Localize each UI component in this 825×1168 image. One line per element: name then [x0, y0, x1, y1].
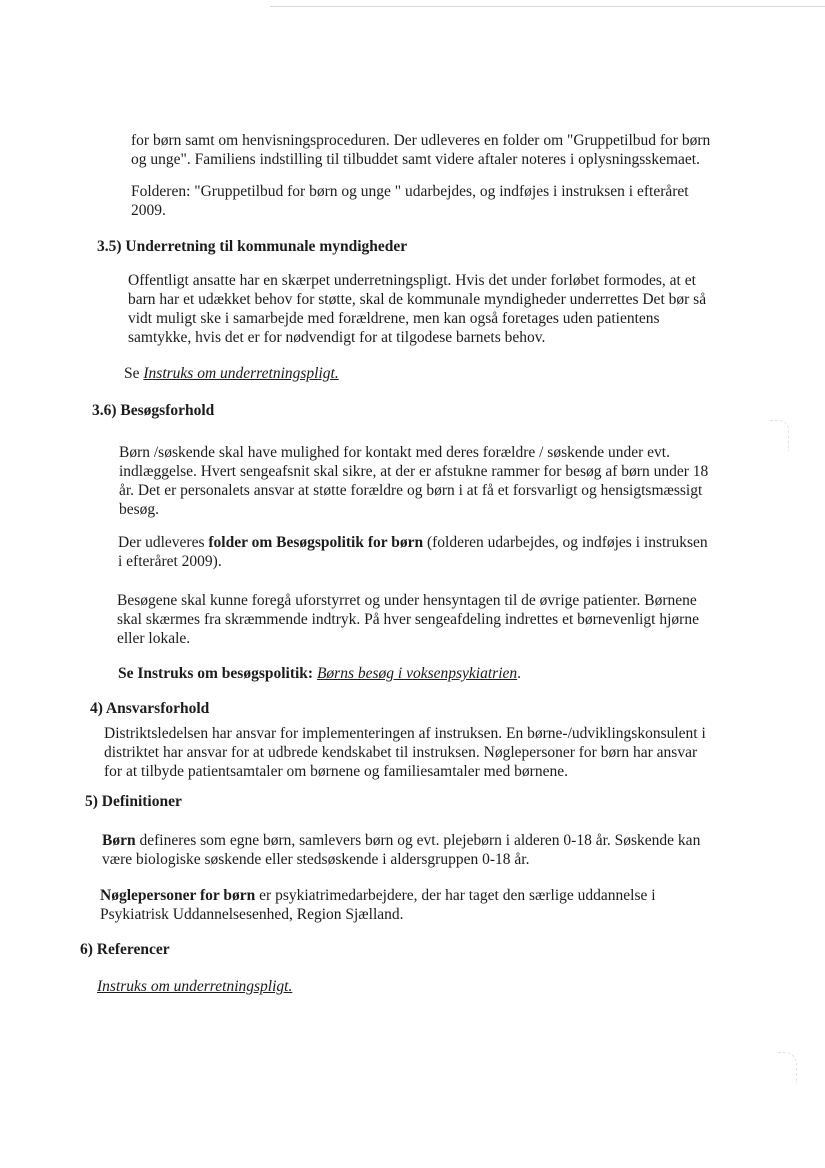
- paragraph-line: eller lokale.: [117, 630, 191, 647]
- paragraph-line: vidt muligt ske i samarbejde med forældrene, men kan også foretages uden patientens: [128, 310, 660, 327]
- paragraph-line: [118, 533, 708, 552]
- section-heading-4: 4) Ansvarsforhold: [90, 700, 210, 717]
- text-span: er psykiatrimedarbejdere, der har taget den særlige uddannelse i: [255, 887, 656, 904]
- see-reference: [118, 664, 521, 683]
- paragraph-line: Psykiatrisk Uddannelsesenhed, Region Sjælland.: [100, 906, 404, 923]
- bold-text: Børn: [102, 832, 136, 849]
- paragraph-line: i efteråret 2009).: [118, 553, 222, 570]
- reference-link[interactable]: Instruks om underretningspligt.: [143, 365, 339, 382]
- folder-note-line: Folderen: "Gruppetilbud for børn og unge " udarbejdes, og indføjes i instruksen i efteråret: [131, 183, 689, 200]
- section-heading-3-5: 3.5) Underretning til kommunale myndigheder: [97, 238, 408, 255]
- bold-text: folder om Besøgspolitik for børn: [208, 534, 424, 551]
- text-span: (folderen udarbejdes, og indføjes i instruksen: [423, 534, 708, 551]
- paragraph-line: [102, 831, 700, 850]
- paragraph-line: barn har et udækket behov for støtte, skal de kommunale myndigheder underrettes Det bør så: [128, 291, 707, 308]
- paragraph-line: for at tilbyde patientsamtaler om børnene og familiesamtaler med børnene.: [104, 763, 568, 780]
- bold-text: Nøglepersoner for børn: [100, 887, 256, 904]
- paragraph-line: samtykke, hvis det er for nødvendigt for at tilgodese barnets behov.: [128, 329, 546, 346]
- reference-link[interactable]: Børns besøg i voksenpsykiatrien: [316, 665, 518, 682]
- intro-line: for børn samt om henvisningsproceduren. Der udleveres en folder om "Gruppetilbud for børn: [131, 132, 711, 149]
- bold-text: Se Instruks om besøgspolitik:: [118, 665, 317, 682]
- scan-artifact: [770, 420, 789, 451]
- paragraph-line: distriktet har ansvar for at udbrede kendskabet til instruksen. Nøglepersoner for børn har ansvar: [104, 744, 698, 761]
- paragraph-line: skal skærmes fra skræmmende indtryk. På hver sengeafdeling indrettes et børnevenligt hjørne: [117, 611, 699, 628]
- see-reference: [124, 364, 339, 383]
- text-span: defineres som egne børn, samlevers børn og evt. plejebørn i alderen 0-18 år. Søskende kan: [135, 832, 701, 849]
- scan-edge-line: [270, 6, 825, 7]
- paragraph-line: år. Det er personalets ansvar at støtte forældre og børn i at få et forsvarligt og hensigtsmæssigt: [119, 482, 703, 499]
- paragraph-line: være biologiske søskende eller stedsøskende i aldersgruppen 0-18 år.: [102, 851, 530, 868]
- text-span: .: [517, 665, 522, 682]
- section-heading-5: 5) Definitioner: [85, 793, 182, 810]
- paragraph-line: Distriktsledelsen har ansvar for implementeringen af instruksen. En børne-/udviklingskonsulent i: [104, 725, 706, 742]
- intro-line: og unge". Familiens indstilling til tilbuddet samt videre aftaler noteres i oplysningsskemaet.: [131, 151, 700, 168]
- paragraph-line: Offentligt ansatte har en skærpet underretningspligt. Hvis det under forløbet formodes, at et: [128, 272, 696, 289]
- paragraph-line: [100, 886, 656, 905]
- reference-link[interactable]: Instruks om underretningspligt.: [97, 978, 293, 995]
- text-span: Der udleveres: [118, 534, 209, 551]
- section-heading-6: 6) Referencer: [80, 941, 170, 958]
- paragraph-line: indlæggelse. Hvert sengeafsnit skal sikre, at der er afstukne rammer for besøg af børn under 18: [119, 463, 709, 480]
- scan-artifact: [778, 1052, 797, 1083]
- folder-note-line: 2009.: [131, 202, 166, 219]
- paragraph-line: Børn /søskende skal have mulighed for kontakt med deres forældre / søskende under evt.: [119, 444, 670, 461]
- paragraph-line: besøg.: [119, 501, 160, 518]
- see-prefix: Se: [124, 365, 144, 382]
- section-heading-3-6: 3.6) Besøgsforhold: [92, 402, 215, 419]
- reference-item: [97, 977, 292, 996]
- paragraph-line: Besøgene skal kunne foregå uforstyrret og under hensyntagen til de øvrige patienter. Børnene: [117, 592, 697, 609]
